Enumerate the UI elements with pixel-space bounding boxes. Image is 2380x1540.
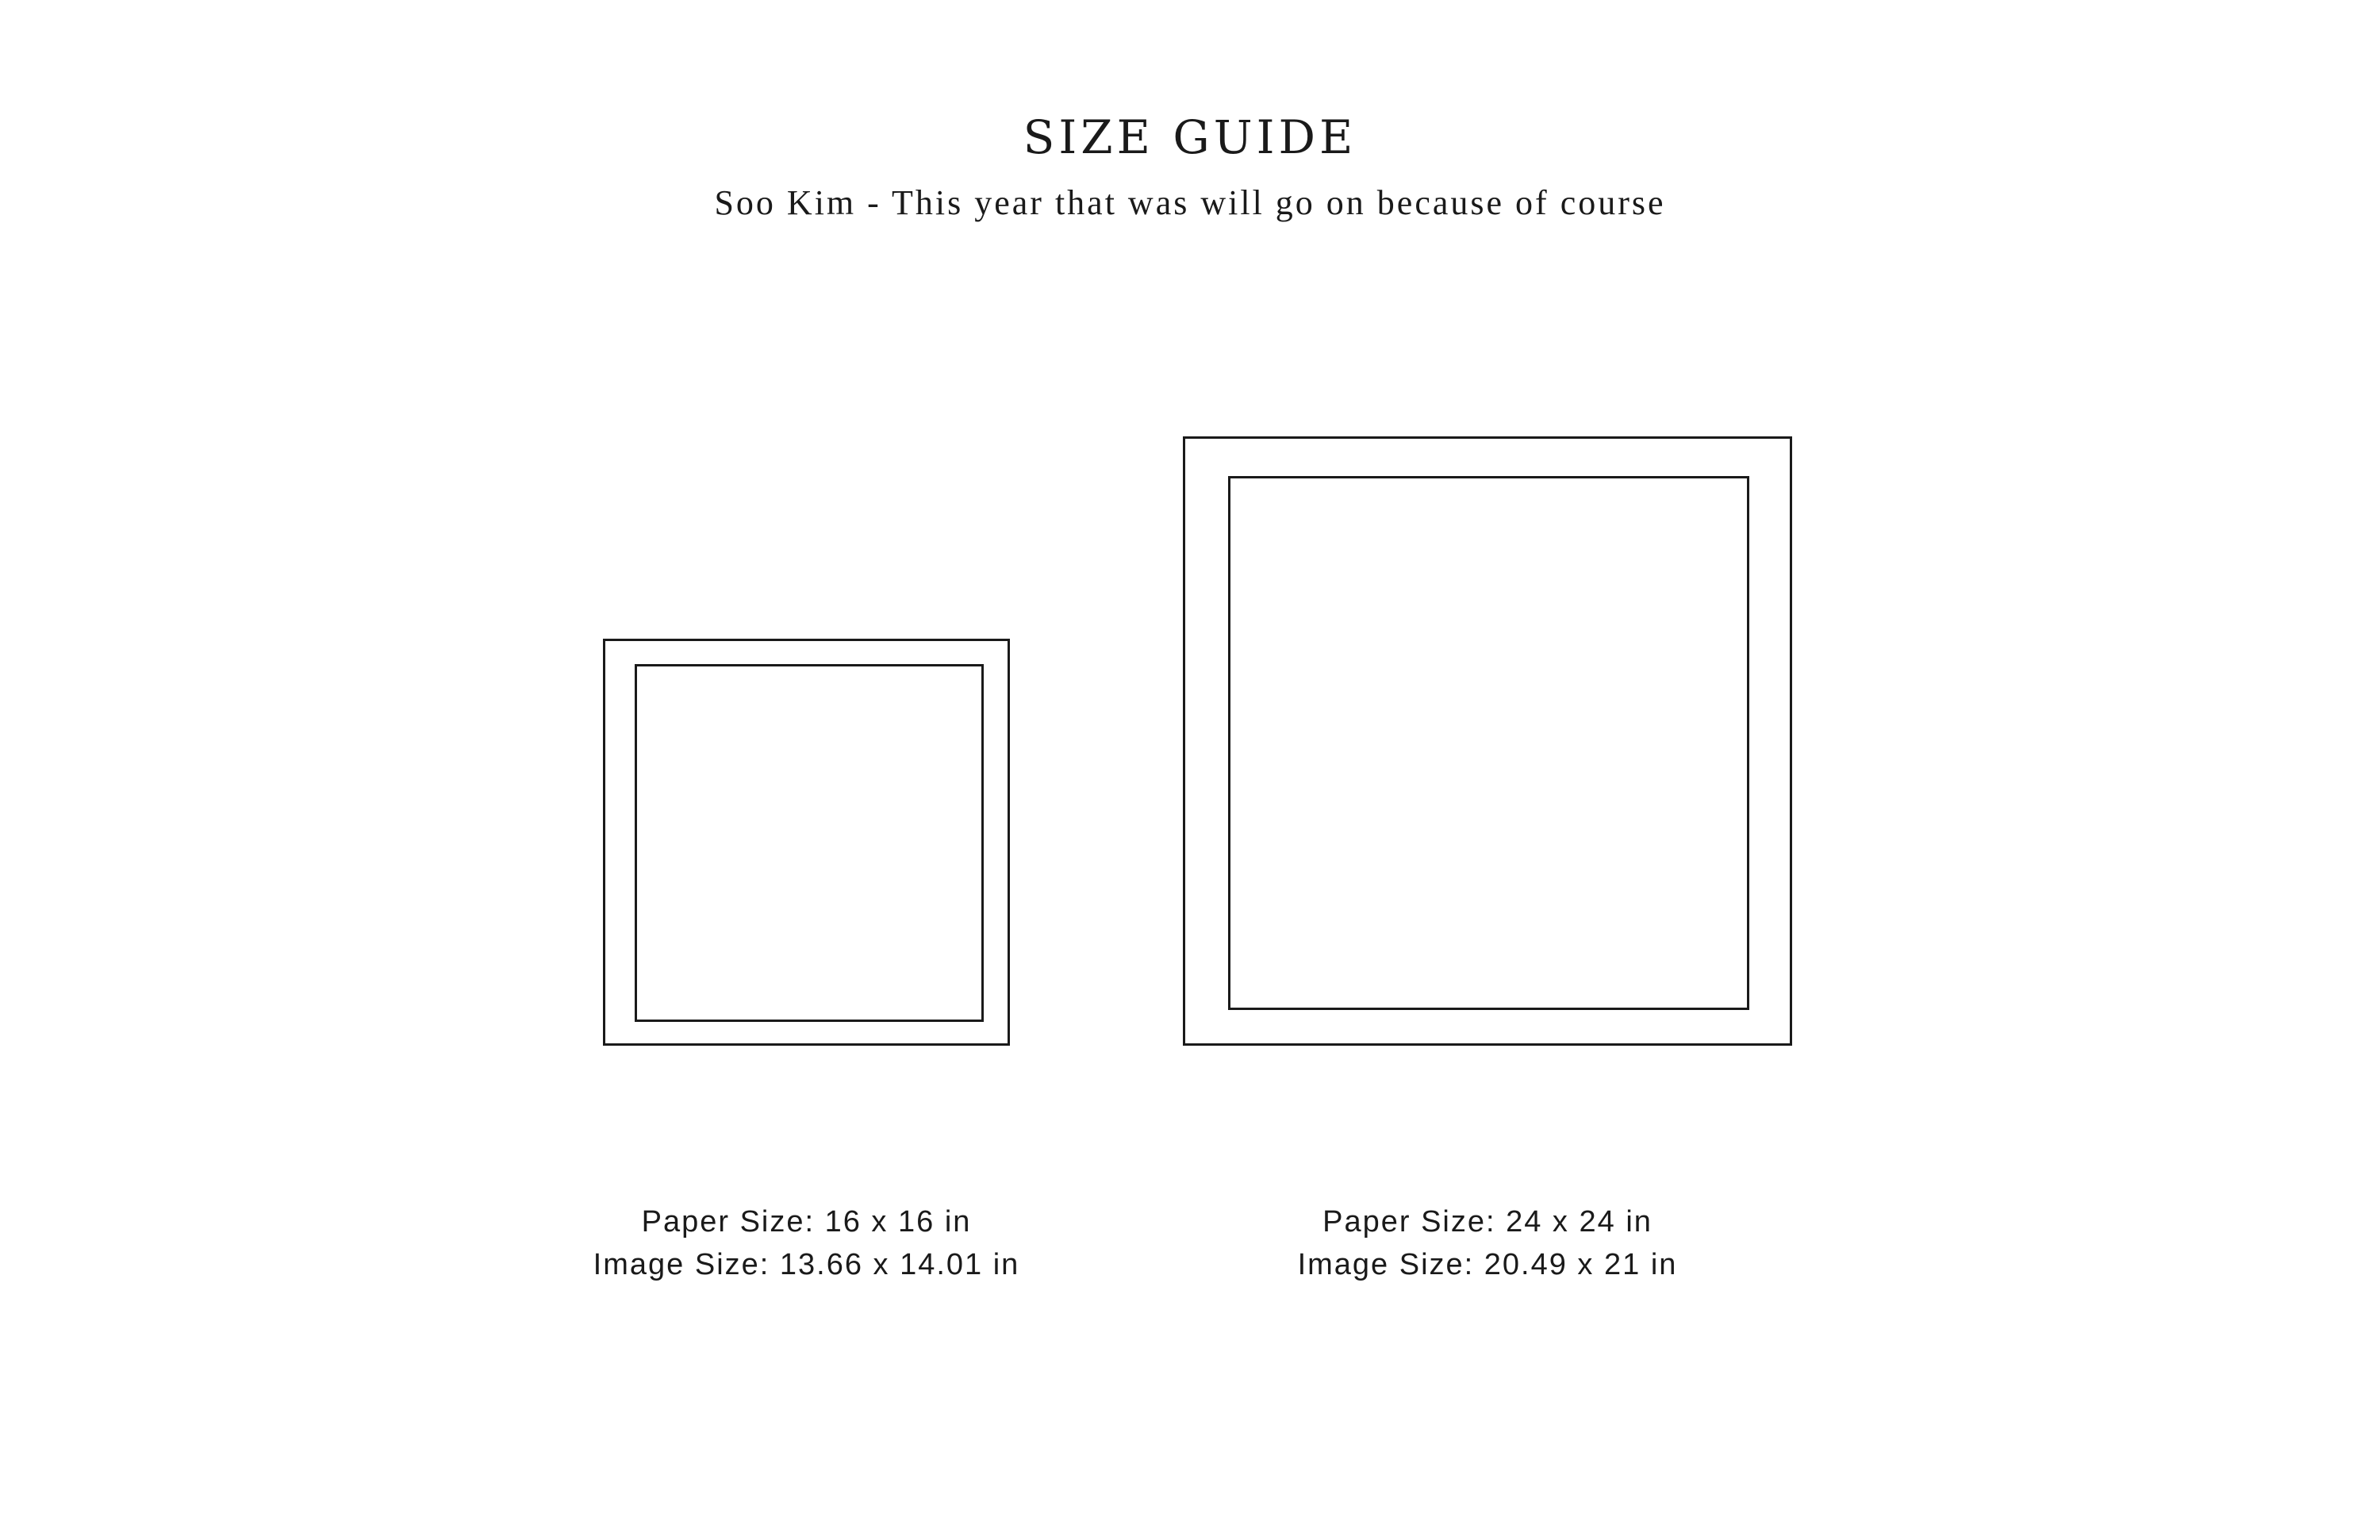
paper-size-label: Paper Size: 16 x 16 in: [641, 1205, 972, 1239]
page-title: SIZE GUIDE: [1023, 110, 1357, 164]
size-caption-large: [1190, 1200, 1785, 1286]
image-outline-small: [635, 664, 984, 1022]
paper-outline-small: [603, 639, 1010, 1046]
image-size-label: Image Size: 20.49 x 21 in: [1297, 1248, 1678, 1281]
image-outline-large: [1228, 476, 1749, 1010]
paper-outline-large: [1183, 436, 1792, 1046]
artwork-subtitle: Soo Kim - This year that was will go on because of course: [714, 183, 1666, 222]
image-size-label: Image Size: 13.66 x 14.01 in: [593, 1248, 1020, 1281]
paper-size-label: Paper Size: 24 x 24 in: [1322, 1205, 1653, 1239]
size-caption-small: [508, 1200, 1105, 1286]
